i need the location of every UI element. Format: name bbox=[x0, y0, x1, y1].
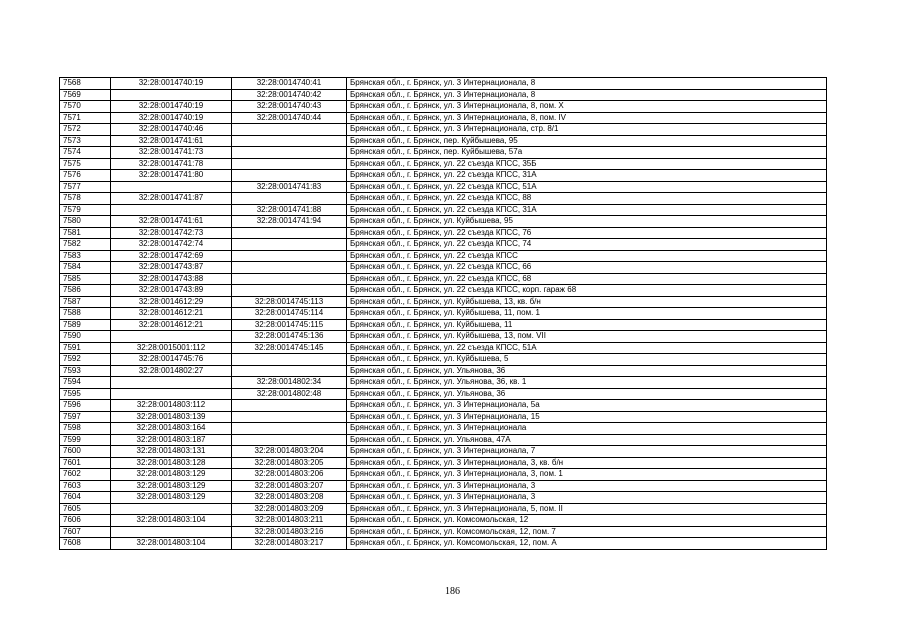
table-row bbox=[60, 296, 827, 308]
cadastral-number-object-cell: 32:28:0014741:94 bbox=[232, 216, 347, 228]
table-row bbox=[60, 239, 827, 251]
address-cell: Брянская обл., г. Брянск, ул. 22 съезда КПСС, 66 bbox=[347, 262, 827, 274]
cadastral-number-parcel-cell bbox=[111, 181, 232, 193]
address-cell: Брянская обл., г. Брянск, ул. 3 Интернационала, 8 bbox=[347, 89, 827, 101]
cadastral-number-parcel-cell: 32:28:0014740:19 bbox=[111, 101, 232, 113]
cadastral-number-parcel-cell: 32:28:0014741:87 bbox=[111, 193, 232, 205]
cadastral-number-object-cell bbox=[232, 262, 347, 274]
cadastral-number-parcel-cell: 32:28:0014803:104 bbox=[111, 515, 232, 527]
cadastral-number-parcel-cell: 32:28:0014741:61 bbox=[111, 135, 232, 147]
table-row bbox=[60, 158, 827, 170]
cadastral-number-parcel-cell: 32:28:0014742:69 bbox=[111, 250, 232, 262]
table-row bbox=[60, 112, 827, 124]
address-cell: Брянская обл., г. Брянск, ул. Комсомольская, 12 bbox=[347, 515, 827, 527]
address-cell: Брянская обл., г. Брянск, ул. 3 Интернационала bbox=[347, 423, 827, 435]
address-cell: Брянская обл., г. Брянск, ул. 22 съезда КПСС, 31А bbox=[347, 204, 827, 216]
table-row bbox=[60, 135, 827, 147]
address-cell: Брянская обл., г. Брянск, ул. 22 съезда КПСС, 51А bbox=[347, 342, 827, 354]
table-row bbox=[60, 342, 827, 354]
cadastral-number-object-cell bbox=[232, 365, 347, 377]
cadastral-number-parcel-cell: 32:28:0014740:19 bbox=[111, 112, 232, 124]
address-cell: Брянская обл., г. Брянск, ул. Комсомольская, 12, пом. 7 bbox=[347, 526, 827, 538]
address-cell: Брянская обл., г. Брянск, ул. Комсомольская, 12, пом. А bbox=[347, 538, 827, 550]
row-number-cell: 7596 bbox=[60, 400, 111, 412]
address-cell: Брянская обл., г. Брянск, ул. 3 Интернационала, 3, кв. б/н bbox=[347, 457, 827, 469]
row-number-cell: 7569 bbox=[60, 89, 111, 101]
cadastral-number-parcel-cell: 32:28:0014740:46 bbox=[111, 124, 232, 136]
row-number-cell: 7591 bbox=[60, 342, 111, 354]
table-row bbox=[60, 331, 827, 343]
cadastral-number-parcel-cell: 32:28:0014802:27 bbox=[111, 365, 232, 377]
row-number-cell: 7584 bbox=[60, 262, 111, 274]
cadastral-number-object-cell bbox=[232, 227, 347, 239]
cadastral-number-parcel-cell: 32:28:0014803:131 bbox=[111, 446, 232, 458]
table-row bbox=[60, 469, 827, 481]
cadastral-number-object-cell: 32:28:0014745:113 bbox=[232, 296, 347, 308]
row-number-cell: 7607 bbox=[60, 526, 111, 538]
cadastral-number-parcel-cell: 32:28:0014745:76 bbox=[111, 354, 232, 366]
address-cell: Брянская обл., г. Брянск, ул. 3 Интернационала, 15 bbox=[347, 411, 827, 423]
table-row bbox=[60, 204, 827, 216]
cadastral-number-object-cell bbox=[232, 250, 347, 262]
address-cell: Брянская обл., г. Брянск, ул. Куйбышева, 13, кв. б/н bbox=[347, 296, 827, 308]
row-number-cell: 7603 bbox=[60, 480, 111, 492]
address-cell: Брянская обл., г. Брянск, ул. Ульянова, 36, кв. 1 bbox=[347, 377, 827, 389]
cadastral-number-parcel-cell: 32:28:0014612:21 bbox=[111, 308, 232, 320]
table-row bbox=[60, 492, 827, 504]
row-number-cell: 7583 bbox=[60, 250, 111, 262]
row-number-cell: 7598 bbox=[60, 423, 111, 435]
cadastral-number-object-cell: 32:28:0014803:207 bbox=[232, 480, 347, 492]
cadastral-number-parcel-cell bbox=[111, 388, 232, 400]
cadastral-number-object-cell bbox=[232, 285, 347, 297]
row-number-cell: 7593 bbox=[60, 365, 111, 377]
address-cell: Брянская обл., г. Брянск, ул. 22 съезда КПСС, корп. гараж 68 bbox=[347, 285, 827, 297]
cadastral-number-object-cell bbox=[232, 193, 347, 205]
row-number-cell: 7592 bbox=[60, 354, 111, 366]
address-cell: Брянская обл., г. Брянск, ул. 3 Интернационала, 3 bbox=[347, 480, 827, 492]
cadastral-number-parcel-cell: 32:28:0014612:21 bbox=[111, 319, 232, 331]
table-row bbox=[60, 273, 827, 285]
table-row bbox=[60, 377, 827, 389]
cadastral-number-object-cell: 32:28:0014745:114 bbox=[232, 308, 347, 320]
cadastral-number-parcel-cell bbox=[111, 503, 232, 515]
cadastral-number-object-cell: 32:28:0014803:216 bbox=[232, 526, 347, 538]
row-number-cell: 7571 bbox=[60, 112, 111, 124]
table-row bbox=[60, 193, 827, 205]
table-row bbox=[60, 285, 827, 297]
cadastral-number-parcel-cell: 32:28:0014803:139 bbox=[111, 411, 232, 423]
table-row bbox=[60, 216, 827, 228]
row-number-cell: 7601 bbox=[60, 457, 111, 469]
cadastral-number-object-cell: 32:28:0014803:217 bbox=[232, 538, 347, 550]
table-row bbox=[60, 388, 827, 400]
cadastral-number-object-cell bbox=[232, 273, 347, 285]
cadastral-number-object-cell: 32:28:0014803:208 bbox=[232, 492, 347, 504]
registry-table-body bbox=[60, 78, 827, 550]
cadastral-number-parcel-cell: 32:28:0014742:74 bbox=[111, 239, 232, 251]
row-number-cell: 7597 bbox=[60, 411, 111, 423]
address-cell: Брянская обл., г. Брянск, ул. 22 съезда КПСС, 76 bbox=[347, 227, 827, 239]
cadastral-number-object-cell bbox=[232, 158, 347, 170]
cadastral-number-object-cell bbox=[232, 423, 347, 435]
cadastral-number-object-cell: 32:28:0014745:145 bbox=[232, 342, 347, 354]
row-number-cell: 7578 bbox=[60, 193, 111, 205]
table-row bbox=[60, 538, 827, 550]
table-row bbox=[60, 181, 827, 193]
table-row bbox=[60, 147, 827, 159]
row-number-cell: 7589 bbox=[60, 319, 111, 331]
row-number-cell: 7605 bbox=[60, 503, 111, 515]
cadastral-number-parcel-cell bbox=[111, 377, 232, 389]
cadastral-number-parcel-cell bbox=[111, 331, 232, 343]
table-row bbox=[60, 78, 827, 90]
row-number-cell: 7594 bbox=[60, 377, 111, 389]
cadastral-number-object-cell: 32:28:0014803:211 bbox=[232, 515, 347, 527]
row-number-cell: 7587 bbox=[60, 296, 111, 308]
address-cell: Брянская обл., г. Брянск, ул. 22 съезда КПСС, 35Б bbox=[347, 158, 827, 170]
table-row bbox=[60, 526, 827, 538]
cadastral-number-object-cell: 32:28:0014740:44 bbox=[232, 112, 347, 124]
cadastral-number-parcel-cell: 32:28:0014742:73 bbox=[111, 227, 232, 239]
cadastral-number-parcel-cell: 32:28:0014740:19 bbox=[111, 78, 232, 90]
cadastral-number-parcel-cell: 32:28:0014743:87 bbox=[111, 262, 232, 274]
address-cell: Брянская обл., г. Брянск, ул. Куйбышева, 11 bbox=[347, 319, 827, 331]
row-number-cell: 7586 bbox=[60, 285, 111, 297]
cadastral-number-object-cell: 32:28:0014802:48 bbox=[232, 388, 347, 400]
cadastral-number-parcel-cell: 32:28:0014803:129 bbox=[111, 480, 232, 492]
table-row bbox=[60, 354, 827, 366]
row-number-cell: 7581 bbox=[60, 227, 111, 239]
row-number-cell: 7599 bbox=[60, 434, 111, 446]
address-cell: Брянская обл., г. Брянск, ул. Куйбышева, 95 bbox=[347, 216, 827, 228]
address-cell: Брянская обл., г. Брянск, ул. 3 Интернационала, 8, пом. X bbox=[347, 101, 827, 113]
row-number-cell: 7576 bbox=[60, 170, 111, 182]
table-row bbox=[60, 411, 827, 423]
row-number-cell: 7590 bbox=[60, 331, 111, 343]
address-cell: Брянская обл., г. Брянск, ул. 3 Интернационала, 7 bbox=[347, 446, 827, 458]
table-row bbox=[60, 457, 827, 469]
cadastral-number-parcel-cell: 32:28:0014741:78 bbox=[111, 158, 232, 170]
address-cell: Брянская обл., г. Брянск, ул. 3 Интернационала, 5а bbox=[347, 400, 827, 412]
address-cell: Брянская обл., г. Брянск, ул. 3 Интернационала, 5, пом. II bbox=[347, 503, 827, 515]
cadastral-number-parcel-cell: 32:28:0014741:73 bbox=[111, 147, 232, 159]
table-row bbox=[60, 308, 827, 320]
cadastral-number-object-cell bbox=[232, 239, 347, 251]
cadastral-number-parcel-cell: 32:28:0014612:29 bbox=[111, 296, 232, 308]
address-cell: Брянская обл., г. Брянск, ул. Куйбышева, 13, пом. VII bbox=[347, 331, 827, 343]
cadastral-number-parcel-cell: 32:28:0015001:112 bbox=[111, 342, 232, 354]
cadastral-number-object-cell bbox=[232, 411, 347, 423]
table-row bbox=[60, 101, 827, 113]
table-row bbox=[60, 480, 827, 492]
row-number-cell: 7577 bbox=[60, 181, 111, 193]
table-row bbox=[60, 434, 827, 446]
address-cell: Брянская обл., г. Брянск, ул. Куйбышева, 5 bbox=[347, 354, 827, 366]
address-cell: Брянская обл., г. Брянск, ул. 3 Интернационала, 8, пом. IV bbox=[347, 112, 827, 124]
row-number-cell: 7568 bbox=[60, 78, 111, 90]
row-number-cell: 7579 bbox=[60, 204, 111, 216]
address-cell: Брянская обл., г. Брянск, ул. Ульянова, 36 bbox=[347, 365, 827, 377]
address-cell: Брянская обл., г. Брянск, ул. 3 Интернационала, 3, пом. 1 bbox=[347, 469, 827, 481]
cadastral-number-object-cell: 32:28:0014803:209 bbox=[232, 503, 347, 515]
row-number-cell: 7608 bbox=[60, 538, 111, 550]
address-cell: Брянская обл., г. Брянск, ул. 3 Интернационала, 3 bbox=[347, 492, 827, 504]
row-number-cell: 7600 bbox=[60, 446, 111, 458]
address-cell: Брянская обл., г. Брянск, ул. 22 съезда КПСС, 74 bbox=[347, 239, 827, 251]
cadastral-number-object-cell: 32:28:0014741:83 bbox=[232, 181, 347, 193]
table-row bbox=[60, 89, 827, 101]
cadastral-number-parcel-cell: 32:28:0014803:112 bbox=[111, 400, 232, 412]
table-row bbox=[60, 250, 827, 262]
table-row bbox=[60, 423, 827, 435]
table-row bbox=[60, 262, 827, 274]
cadastral-number-object-cell: 32:28:0014745:115 bbox=[232, 319, 347, 331]
row-number-cell: 7595 bbox=[60, 388, 111, 400]
table-row bbox=[60, 365, 827, 377]
cadastral-number-object-cell: 32:28:0014803:205 bbox=[232, 457, 347, 469]
row-number-cell: 7574 bbox=[60, 147, 111, 159]
address-cell: Брянская обл., г. Брянск, ул. Куйбышева, 11, пом. 1 bbox=[347, 308, 827, 320]
cadastral-number-parcel-cell: 32:28:0014803:129 bbox=[111, 469, 232, 481]
page-number: 186 bbox=[445, 586, 460, 597]
cadastral-number-object-cell: 32:28:0014803:206 bbox=[232, 469, 347, 481]
row-number-cell: 7573 bbox=[60, 135, 111, 147]
table-row bbox=[60, 319, 827, 331]
row-number-cell: 7585 bbox=[60, 273, 111, 285]
cadastral-number-object-cell: 32:28:0014740:43 bbox=[232, 101, 347, 113]
table-row bbox=[60, 227, 827, 239]
cadastral-number-object-cell: 32:28:0014802:34 bbox=[232, 377, 347, 389]
row-number-cell: 7580 bbox=[60, 216, 111, 228]
cadastral-number-object-cell bbox=[232, 147, 347, 159]
cadastral-number-parcel-cell: 32:28:0014803:128 bbox=[111, 457, 232, 469]
cadastral-number-object-cell: 32:28:0014740:42 bbox=[232, 89, 347, 101]
cadastral-number-parcel-cell bbox=[111, 89, 232, 101]
row-number-cell: 7604 bbox=[60, 492, 111, 504]
address-cell: Брянская обл., г. Брянск, ул. 3 Интернационала, стр. 8/1 bbox=[347, 124, 827, 136]
cadastral-number-object-cell: 32:28:0014740:41 bbox=[232, 78, 347, 90]
cadastral-number-parcel-cell bbox=[111, 204, 232, 216]
table-row bbox=[60, 446, 827, 458]
table-row bbox=[60, 503, 827, 515]
cadastral-number-parcel-cell bbox=[111, 526, 232, 538]
cadastral-number-object-cell: 32:28:0014745:136 bbox=[232, 331, 347, 343]
address-cell: Брянская обл., г. Брянск, ул. 3 Интернационала, 8 bbox=[347, 78, 827, 90]
table-row bbox=[60, 170, 827, 182]
row-number-cell: 7570 bbox=[60, 101, 111, 113]
cadastral-number-object-cell: 32:28:0014803:204 bbox=[232, 446, 347, 458]
cadastral-number-parcel-cell: 32:28:0014803:187 bbox=[111, 434, 232, 446]
row-number-cell: 7606 bbox=[60, 515, 111, 527]
table-row bbox=[60, 124, 827, 136]
row-number-cell: 7602 bbox=[60, 469, 111, 481]
row-number-cell: 7572 bbox=[60, 124, 111, 136]
cadastral-number-parcel-cell: 32:28:0014741:80 bbox=[111, 170, 232, 182]
cadastral-number-object-cell bbox=[232, 400, 347, 412]
row-number-cell: 7575 bbox=[60, 158, 111, 170]
registry-table bbox=[59, 77, 827, 550]
address-cell: Брянская обл., г. Брянск, ул. 22 съезда КПСС, 68 bbox=[347, 273, 827, 285]
cadastral-number-object-cell bbox=[232, 434, 347, 446]
cadastral-number-object-cell bbox=[232, 124, 347, 136]
cadastral-number-parcel-cell: 32:28:0014743:88 bbox=[111, 273, 232, 285]
address-cell: Брянская обл., г. Брянск, ул. 22 съезда КПСС bbox=[347, 250, 827, 262]
cadastral-number-object-cell bbox=[232, 354, 347, 366]
table-row bbox=[60, 400, 827, 412]
address-cell: Брянская обл., г. Брянск, ул. Ульянова, 47А bbox=[347, 434, 827, 446]
cadastral-number-object-cell bbox=[232, 135, 347, 147]
address-cell: Брянская обл., г. Брянск, ул. 22 съезда КПСС, 31А bbox=[347, 170, 827, 182]
cadastral-number-parcel-cell: 32:28:0014803:104 bbox=[111, 538, 232, 550]
row-number-cell: 7582 bbox=[60, 239, 111, 251]
cadastral-number-parcel-cell: 32:28:0014803:129 bbox=[111, 492, 232, 504]
row-number-cell: 7588 bbox=[60, 308, 111, 320]
address-cell: Брянская обл., г. Брянск, ул. 22 съезда КПСС, 51А bbox=[347, 181, 827, 193]
cadastral-number-parcel-cell: 32:28:0014803:164 bbox=[111, 423, 232, 435]
address-cell: Брянская обл., г. Брянск, ул. 22 съезда КПСС, 88 bbox=[347, 193, 827, 205]
address-cell: Брянская обл., г. Брянск, ул. Ульянова, 36 bbox=[347, 388, 827, 400]
cadastral-number-parcel-cell: 32:28:0014741:61 bbox=[111, 216, 232, 228]
address-cell: Брянская обл., г. Брянск, пер. Куйбышева, 57а bbox=[347, 147, 827, 159]
cadastral-number-object-cell: 32:28:0014741:88 bbox=[232, 204, 347, 216]
address-cell: Брянская обл., г. Брянск, пер. Куйбышева, 95 bbox=[347, 135, 827, 147]
table-row bbox=[60, 515, 827, 527]
cadastral-number-parcel-cell: 32:28:0014743:89 bbox=[111, 285, 232, 297]
cadastral-number-object-cell bbox=[232, 170, 347, 182]
